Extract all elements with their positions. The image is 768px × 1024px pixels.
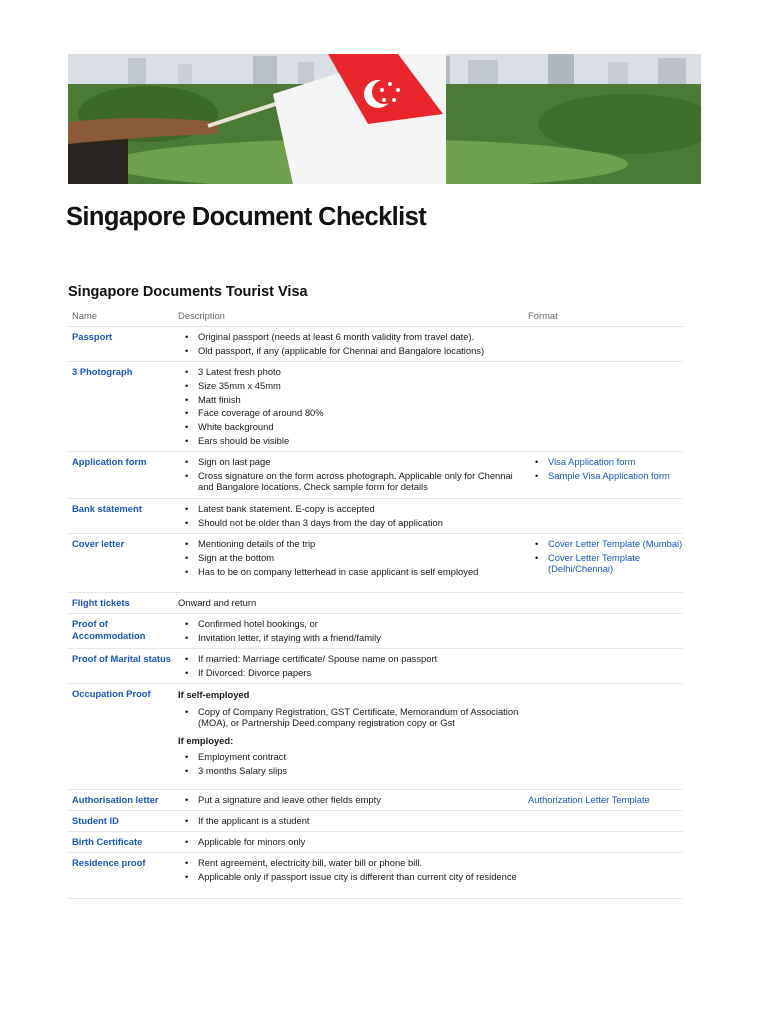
row-name: Flight tickets xyxy=(72,597,130,608)
list-item: • Has to be on company letterhead in case applicant is self employed xyxy=(178,566,528,578)
list-item: • Should not be older than 3 days from the day of application xyxy=(178,517,528,529)
row-name: Application form xyxy=(72,456,147,467)
column-header-description: Description xyxy=(178,310,225,322)
list-item: • If married: Marriage certificate/ Spouse name on passport xyxy=(178,653,528,665)
list-item: • Original passport (needs at least 6 month validity from travel date). xyxy=(178,331,528,343)
section-title: Singapore Documents Tourist Visa xyxy=(68,284,308,300)
column-header-name: Name xyxy=(72,310,98,322)
list-item: • Latest bank statement. E-copy is accepted xyxy=(178,503,528,515)
table-row xyxy=(68,362,683,452)
row-name: Birth Certificate xyxy=(72,836,143,847)
row-name: Passport xyxy=(72,331,113,342)
table-row xyxy=(68,853,683,899)
table-row xyxy=(68,649,683,684)
list-item: • Size 35mm x 45mm xyxy=(178,380,528,392)
list-item: • White background xyxy=(178,421,528,433)
checklist-table xyxy=(68,306,683,899)
list-item: • Ears should be visible xyxy=(178,435,528,447)
list-item: • If Divorced: Divorce papers xyxy=(178,667,528,679)
table-row xyxy=(68,614,683,649)
row-name: 3 Photograph xyxy=(72,366,133,377)
list-item: • Rent agreement, electricity bill, water bill or phone bill. xyxy=(178,857,528,869)
list-item: • Mentioning details of the trip xyxy=(178,538,528,550)
table-row xyxy=(68,327,683,362)
list-item: • 3 months Salary slips xyxy=(178,765,528,777)
list-item: • Sign on last page xyxy=(178,456,528,468)
row-description: Onward and return xyxy=(178,597,257,608)
table-row xyxy=(68,534,683,593)
table-row xyxy=(68,452,683,499)
table-row xyxy=(68,593,683,614)
page-title: Singapore Document Checklist xyxy=(66,203,427,231)
list-item: • Face coverage of around 80% xyxy=(178,407,528,419)
list-item: • Put a signature and leave other fields empty xyxy=(178,794,528,806)
sample-visa-application-form-link[interactable]: • Sample Visa Application form xyxy=(528,470,683,482)
list-item: • Confirmed hotel bookings, or xyxy=(178,618,528,630)
cover-letter-template-delhi-chennai-link[interactable]: • Cover Letter Template (Delhi/Chennai) xyxy=(528,552,683,575)
list-item: • Copy of Company Registration, GST Certificate, Memorandum of Association (MOA), or Partnership Deed.company registration copy or Gst xyxy=(178,706,528,729)
list-item: • Employment contract xyxy=(178,751,528,763)
authorization-letter-template-link[interactable]: Authorization Letter Template xyxy=(528,794,650,805)
row-name: Proof of Accommodation xyxy=(72,618,146,641)
row-name: Authorisation letter xyxy=(72,794,159,805)
table-row xyxy=(68,684,683,790)
row-name: Student ID xyxy=(72,815,119,826)
table-row xyxy=(68,790,683,811)
cover-letter-template-mumbai-link[interactable]: • Cover Letter Template (Mumbai) xyxy=(528,538,683,550)
row-name: Bank statement xyxy=(72,503,142,514)
list-item: • Applicable for minors only xyxy=(178,836,528,848)
list-item: • Sign at the bottom xyxy=(178,552,528,564)
row-name: Cover letter xyxy=(72,538,125,549)
list-item: • Invitation letter, if staying with a friend/family xyxy=(178,632,528,644)
column-header-format: Format xyxy=(528,310,558,322)
list-item: • 3 Latest fresh photo xyxy=(178,366,528,378)
row-name: Occupation Proof xyxy=(72,688,151,699)
self-employed-label: If self-employed xyxy=(178,689,250,700)
visa-application-form-link[interactable]: • Visa Application form xyxy=(528,456,683,468)
table-row xyxy=(68,811,683,832)
table-row xyxy=(68,499,683,534)
list-item: • Matt finish xyxy=(178,394,528,406)
list-item: • Cross signature on the form across photograph. Applicable only for Chennai and Bangalore locations. Check sample form for details xyxy=(178,470,528,493)
employed-label: If employed: xyxy=(178,734,234,746)
row-name: Proof of Marital status xyxy=(72,653,171,664)
list-item: • Applicable only if passport issue city is different than current city of residence xyxy=(178,871,528,883)
hero-image xyxy=(68,54,701,184)
list-item: • Old passport, if any (applicable for Chennai and Bangalore locations) xyxy=(178,345,528,357)
table-row xyxy=(68,832,683,853)
list-item: • If the applicant is a student xyxy=(178,815,528,827)
row-name: Residence proof xyxy=(72,857,146,868)
table-header xyxy=(68,306,683,327)
